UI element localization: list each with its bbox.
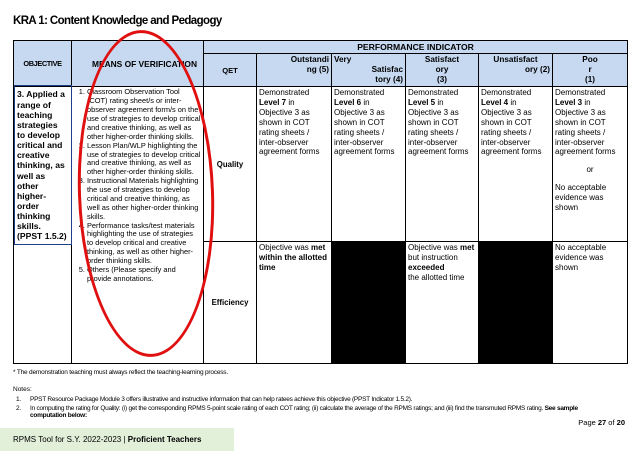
mov-list	[74, 88, 201, 283]
performance-indicator-header: PERFORMANCE INDICATOR	[204, 41, 628, 54]
rating-header-text: Unsatisfact	[493, 55, 538, 65]
quality-text: in Objective 3 as shown in COT rating sheets / inter-observer agreement forms	[408, 98, 469, 157]
quality-satisfactory	[406, 87, 479, 242]
efficiency-text: Objective was	[259, 243, 309, 253]
note-emphasis: See sample computation below:	[30, 405, 578, 419]
rating-header-text: tory (4)	[375, 75, 403, 85]
quality-text: in Objective 3 as shown in COT rating sheets / inter-observer agreement forms	[481, 98, 542, 157]
page-prefix: Page	[578, 418, 598, 427]
quality-text: Demonstrated	[334, 88, 385, 98]
mov-cell	[72, 87, 204, 364]
note-text: PPST Resource Package Module 3 offers illustrative and instructive information that can help ratees achieve this objective (PPST Indicator 1.5.2).	[30, 396, 413, 403]
efficiency-outstanding	[257, 242, 332, 364]
mov-item: 2. Lesson Plan/WLP highlighting the use of strategies to develop critical and creative thinking, as well as other higher-order thinking skills.	[87, 142, 201, 178]
rating-header-text: ory (2)	[524, 65, 550, 75]
qet-header: QET	[204, 54, 257, 87]
quality-text: Demonstrated	[555, 88, 606, 98]
quality-text: Demonstrated	[481, 88, 532, 98]
rating-header-text: r	[588, 65, 592, 75]
efficiency-emphasis: exceeded	[408, 263, 445, 273]
efficiency-emphasis: met	[460, 243, 475, 253]
kra-title: KRA 1: Content Knowledge and Pedagogy	[13, 15, 222, 27]
notes-label: Notes:	[13, 386, 32, 393]
quality-level: Level 3	[555, 98, 583, 108]
page-number	[578, 418, 625, 427]
quality-level: Level 6	[334, 98, 362, 108]
note-text: In computing the rating for Quality: (i) get the corresponding RPMS 5-point scale rating of each COT rating; (ii) calculate the average of the RPMS ratings; and (iii) find the transmuted RPMS rating.	[30, 405, 544, 412]
footer-tool-label: RPMS Tool for S.Y. 2022-2023 |	[13, 435, 128, 444]
footer-bar	[0, 428, 234, 451]
efficiency-satisfactory	[406, 242, 479, 364]
quality-text: Demonstrated	[408, 88, 459, 98]
footer-audience: Proficient Teachers	[127, 435, 202, 444]
page-total: 20	[616, 418, 625, 427]
mov-item: 5. Others (Please specify and provide annotations.	[87, 266, 201, 284]
rating-header-text: ng (5)	[306, 65, 329, 75]
efficiency-text: the allotted time	[408, 272, 465, 282]
quality-level: Level 4	[481, 98, 509, 108]
rating-header-text: Satisfact	[424, 55, 460, 65]
performance-rubric-table	[13, 40, 628, 364]
quality-outstanding	[257, 87, 332, 242]
mov-header: MEANS OF VERIFICATION	[72, 41, 204, 87]
quality-text: Demonstrated	[259, 88, 310, 98]
note-number: 1.	[16, 396, 21, 403]
quality-unsatisfactory	[479, 87, 553, 242]
rating-header-text: (1)	[585, 75, 596, 85]
efficiency-text: Objective was	[408, 243, 458, 253]
page-current: 27	[597, 418, 607, 427]
or-separator: or	[586, 165, 594, 175]
rating-header-text: Outstandi	[290, 55, 329, 65]
footnote: * The demonstration teaching must always reflect the teaching-learning process.	[13, 369, 228, 376]
quality-text: in Objective 3 as shown in COT rating sheets / inter-observer agreement forms	[259, 98, 320, 157]
quality-text: in Objective 3 as shown in COT rating sheets / inter-observer agreement forms	[334, 98, 395, 157]
rating-header-text: (3)	[436, 75, 447, 85]
quality-level: Level 7	[259, 98, 287, 108]
efficiency-poor: No acceptable evidence was shown	[553, 242, 628, 364]
quality-text: in Objective 3 as shown in COT rating sheets / inter-observer agreement forms	[555, 98, 616, 157]
rating-header-unsatisfactory	[479, 54, 553, 87]
page-mid: of	[606, 418, 617, 427]
rating-header-text: ory	[435, 65, 449, 75]
blank-cell	[479, 242, 553, 364]
objective-header: OBJECTIVE	[14, 41, 72, 87]
efficiency-label: Efficiency	[204, 242, 257, 364]
no-evidence-text: No acceptable evidence was shown	[555, 183, 607, 212]
efficiency-emphasis: met within the allotted time	[259, 243, 327, 273]
rating-header-very-satisfactory	[332, 54, 406, 87]
note-number: 2.	[16, 405, 21, 412]
objective-cell: 3. Applied a range of teaching strategies to develop critical and creative thinking, as well as other higher-order thinking skills. (PPST 1.5.2)	[14, 87, 72, 364]
quality-label: Quality	[204, 87, 257, 242]
quality-poor	[553, 87, 628, 242]
rating-header-text: Very	[334, 55, 352, 65]
efficiency-text: but instruction	[408, 253, 458, 263]
rating-header-text: Satisfac	[371, 65, 403, 75]
blank-cell	[332, 242, 406, 364]
rating-header-outstanding	[257, 54, 332, 87]
mov-item: 4. Performance tasks/test materials highlighting the use of strategies to develop critical and creative thinking, as well as other higher-order thinking skills.	[87, 222, 201, 266]
quality-very-satisfactory	[332, 87, 406, 242]
note-item	[16, 405, 610, 419]
rating-header-text: Poo	[582, 55, 598, 65]
quality-level: Level 5	[408, 98, 436, 108]
note-item	[16, 396, 610, 403]
rating-header-poor	[553, 54, 628, 87]
mov-item: 1. Classroom Observation Tool (COT) rating sheet/s or inter-observer agreement form/s on the use of strategies to develop critical and creative thinking, as well as other higher-order thinking skills.	[87, 88, 201, 141]
rating-header-satisfactory	[406, 54, 479, 87]
mov-item: 3. Instructional Materials highlighting the use of strategies to develop critical and creative thinking, as well as other higher-order thinking skills.	[87, 177, 201, 221]
